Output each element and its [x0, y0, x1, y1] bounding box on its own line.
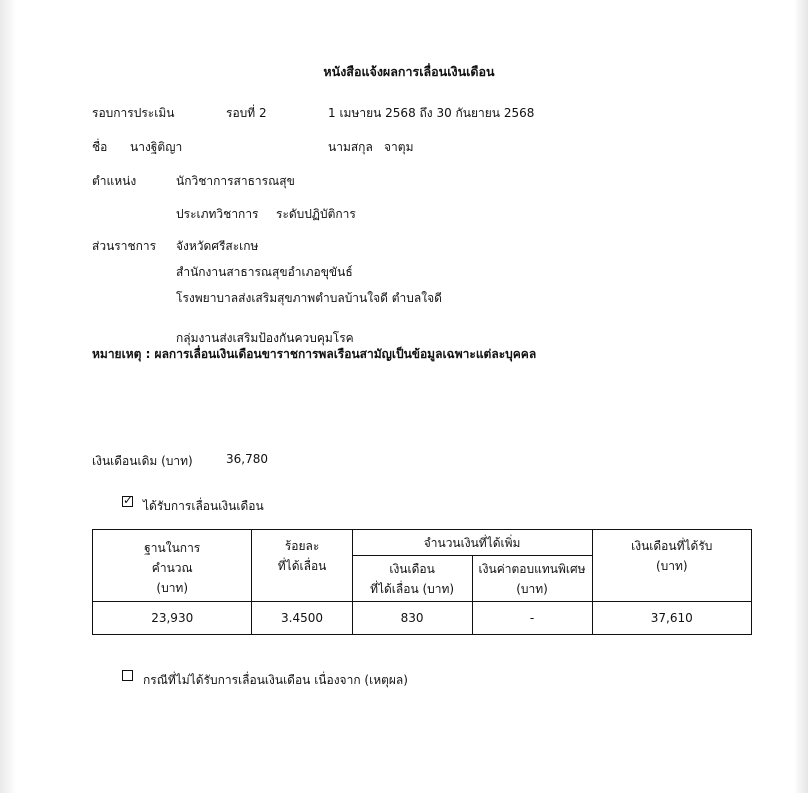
position-value: นักวิชาการสาธารณสุข: [176, 174, 295, 188]
surname-value: จาตุม: [384, 140, 414, 154]
header-increase-salary: เงินเดือน ที่ได้เลื่อน (บาท): [352, 556, 472, 602]
surname-label: นามสกุล: [328, 140, 373, 154]
header-base: ฐานในการ คำนวณ (บาท): [93, 530, 252, 602]
note-text: หมายเหตุ : ผลการเลื่อนเงินเดือนขาราชการพลเรือนสามัญเป็นข้อมูลเฉพาะแต่ละบุคคล: [92, 347, 537, 361]
old-salary-value: 36,780: [226, 452, 268, 466]
page-edge-left: [0, 0, 16, 793]
not-promoted-checkbox[interactable]: [122, 670, 133, 681]
table-row: [93, 602, 752, 635]
cell-increase-salary: 830: [352, 602, 472, 635]
document-title: หนังสือแจ้งผลการเลื่อนเงินเดือน: [323, 64, 495, 79]
cell-new-salary: 37,610: [592, 602, 751, 635]
header-special-comp: เงินค่าตอบแทนพิเศษ (บาท): [472, 556, 592, 602]
cell-special-comp: -: [472, 602, 592, 635]
name-value: นางฐิติญา: [130, 140, 183, 154]
page-edge-right: [794, 0, 808, 793]
promoted-label: ได้รับการเลื่อนเงินเดือน: [143, 499, 264, 513]
agency-label: ส่วนราชการ: [92, 239, 157, 253]
promoted-checkbox[interactable]: [122, 493, 134, 507]
name-label: ชื่อ: [92, 140, 108, 154]
salary-table: [92, 529, 752, 635]
position-level: ระดับปฏิบัติการ: [276, 207, 356, 221]
check-mark-icon: ✓: [123, 493, 134, 507]
header-new-salary: เงินเดือนที่ได้รับ (บาท): [592, 530, 751, 602]
cell-percent: 3.4500: [252, 602, 352, 635]
header-increase-group: จำนวนเงินที่ได้เพิ่ม: [352, 530, 592, 556]
round-number: รอบที่ 2: [226, 106, 267, 120]
not-promoted-label: กรณีที่ไม่ได้รับการเลื่อนเงินเดือน เนื่องจาก (เหตุผล): [143, 673, 408, 687]
old-salary-label: เงินเดือนเดิม (บาท): [92, 454, 193, 468]
position-label: ตำแหน่ง: [92, 174, 137, 188]
position-type: ประเภทวิชาการ: [176, 207, 259, 221]
agency-health-center: โรงพยาบาลส่งเสริมสุขภาพตำบลบ้านใจดี ตำบลใจดี: [176, 291, 442, 305]
header-percent: ร้อยละ ที่ได้เลื่อน: [252, 530, 352, 602]
cell-base: 23,930: [93, 602, 252, 635]
agency-work-group: กลุ่มงานส่งเสริมป้องกันควบคุมโรค: [176, 331, 354, 345]
round-label: รอบการประเมิน: [92, 106, 175, 120]
agency-district-office: สำนักงานสาธารณสุขอำเภอขุขันธ์: [176, 265, 353, 279]
agency-province: จังหวัดศรีสะเกษ: [176, 239, 259, 253]
round-period: 1 เมษายน 2568 ถึง 30 กันยายน 2568: [328, 106, 535, 120]
